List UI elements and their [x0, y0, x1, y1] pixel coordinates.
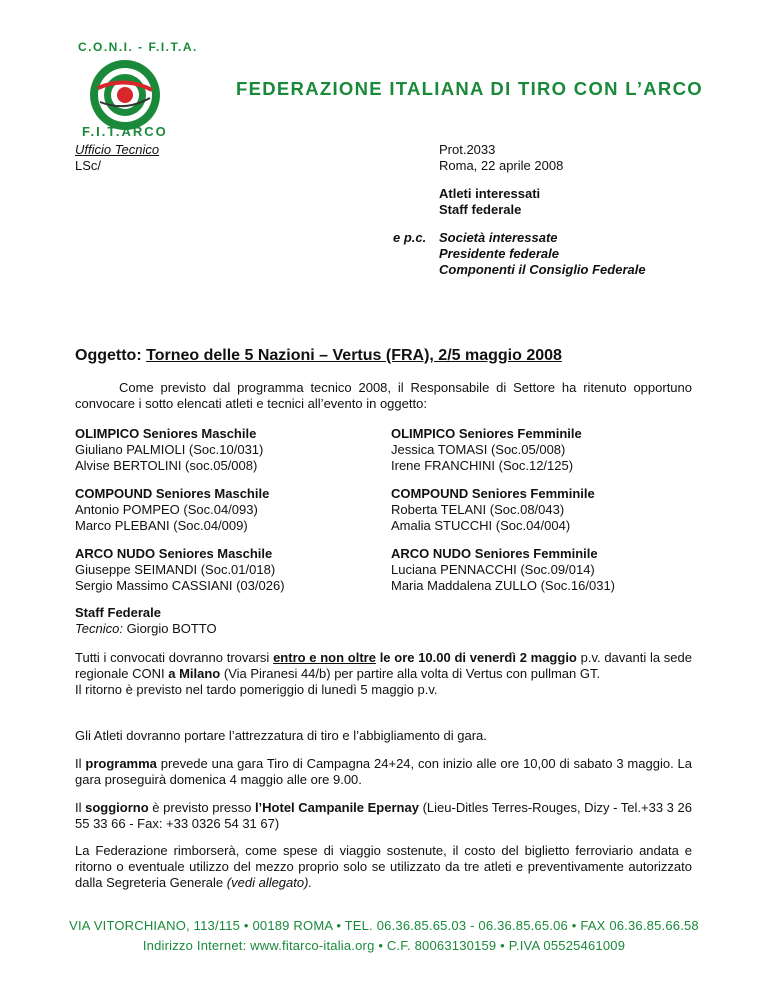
emphasis-program: programma	[85, 756, 157, 771]
subject-line	[75, 347, 562, 365]
category-olimpico-f	[391, 426, 582, 474]
return-note: Il ritorno è previsto nel tardo pomeriggio di lunedì 5 maggio p.v.	[75, 682, 438, 697]
federation-name: FEDERAZIONE ITALIANA DI TIRO CON L’ARCO	[236, 78, 703, 99]
text-run: prevede una gara Tiro di Campagna 24+24, con inizio alle ore 10,00 di sabato 3 maggio. La gara proseguirà domenica 4 maggio alle ore 9.00.	[75, 756, 692, 787]
staff-name: Giorgio BOTTO	[126, 621, 217, 636]
footer-address: VIA VITORCHIANO, 113/115 • 00189 ROMA • TEL. 06.36.85.65.03 - 06.36.85.65.06 • FAX 06.36.85.66.58	[69, 918, 699, 933]
athlete: Jessica TOMASI (Soc.05/008)	[391, 442, 566, 457]
text-run: Tutti i convocati dovranno trovarsi	[75, 650, 270, 665]
text-run: p.v. davanti la sede regionale CONI	[75, 650, 692, 681]
org-acronym-top: C.O.N.I. - F.I.T.A.	[78, 40, 198, 54]
athlete: Giuliano PALMIOLI (Soc.10/031)	[75, 442, 264, 457]
category-olimpico-m	[75, 426, 263, 474]
athlete: Antonio POMPEO (Soc.04/093)	[75, 502, 258, 517]
category-title: ARCO NUDO Seniores Femminile	[391, 546, 598, 561]
subject-text: Torneo delle 5 Nazioni – Vertus (FRA), 2/5 maggio 2008	[146, 347, 562, 364]
category-title: COMPOUND Seniores Femminile	[391, 486, 595, 501]
attachment-note: (vedi allegato).	[226, 875, 313, 890]
text-run: (Via Piranesi 44/b) per partire alla volta di Vertus con pullman GT.	[223, 666, 601, 681]
athlete: Giuseppe SEIMANDI (Soc.01/018)	[75, 562, 276, 577]
staff-block	[75, 605, 217, 637]
athlete: Alvise BERTOLINI (soc.05/008)	[75, 458, 258, 473]
athlete: Maria Maddalena ZULLO (Soc.16/031)	[391, 578, 616, 593]
text-run: Il	[75, 756, 82, 771]
cc-recipients	[439, 230, 646, 278]
text-run: La Federazione rimborserà, come spese di viaggio sostenute, il costo del biglietto ferroviario andata e ritorno o eventuale utilizzo del mezzo proprio solo se utilizzato da tre atleti e preventivamente autorizzato dalla Segreteria Generale	[75, 843, 692, 890]
emphasis-hotel: l’Hotel Campanile Epernay	[254, 800, 419, 815]
cc-line: Componenti il Consiglio Federale	[439, 262, 646, 277]
text-run: (Lieu-Ditles Terres-Rouges, Dizy - Tel.+33 3 26 55 33 66 - Fax: +33 0326 54 31 67)	[75, 800, 692, 831]
reimbursement-paragraph	[75, 843, 692, 891]
subject-label: Oggetto:	[75, 347, 142, 364]
convocation-paragraph	[75, 650, 692, 698]
category-title: COMPOUND Seniores Maschile	[75, 486, 270, 501]
category-arconudo-m	[75, 546, 285, 594]
staff-role: Tecnico:	[75, 621, 123, 636]
emphasis-stay: soggiorno	[85, 800, 149, 815]
athlete: Luciana PENNACCHI (Soc.09/014)	[391, 562, 595, 577]
cc-line: Società interessate	[439, 230, 558, 245]
athlete: Irene FRANCHINI (Soc.12/125)	[391, 458, 574, 473]
letter-date: Roma, 22 aprile 2008	[439, 158, 564, 173]
category-compound-f	[391, 486, 595, 534]
emphasis-deadline: entro e non oltre	[273, 650, 376, 665]
athlete: Roberta TELANI (Soc.08/043)	[391, 502, 565, 517]
program-paragraph	[75, 756, 692, 788]
fitarco-logo	[88, 58, 162, 132]
category-title: ARCO NUDO Seniores Maschile	[75, 546, 273, 561]
cc-prefix: e p.c.	[393, 230, 427, 245]
staff-member	[75, 621, 217, 637]
recipients	[439, 186, 540, 218]
category-title: OLIMPICO Seniores Maschile	[75, 426, 257, 441]
stay-paragraph	[75, 800, 692, 832]
equipment-paragraph: Gli Atleti dovranno portare l’attrezzatura di tiro e l’abbigliamento di gara.	[75, 728, 487, 743]
athlete: Amalia STUCCHI (Soc.04/004)	[391, 518, 571, 533]
reference-code: LSc/	[75, 158, 102, 173]
cc-line: Presidente federale	[439, 246, 559, 261]
text-run: Il	[75, 800, 82, 815]
emphasis-time: le ore 10.00 di venerdì 2 maggio	[379, 650, 577, 665]
category-arconudo-f	[391, 546, 615, 594]
recipient-line: Atleti interessati	[439, 186, 541, 201]
protocol-number: Prot.2033	[439, 142, 496, 157]
category-title: OLIMPICO Seniores Femminile	[391, 426, 582, 441]
intro-paragraph: Come previsto dal programma tecnico 2008, il Responsabile di Settore ha ritenuto opportuno convocare i sotto elencati atleti e tecnici all’evento in oggetto:	[75, 380, 692, 411]
category-compound-m	[75, 486, 269, 534]
staff-title: Staff Federale	[75, 605, 161, 620]
org-acronym-bottom: F.I.T.ARCO	[82, 124, 168, 139]
recipient-line: Staff federale	[439, 202, 522, 217]
athlete: Sergio Massimo CASSIANI (03/026)	[75, 578, 285, 593]
text-run: è previsto presso	[152, 800, 252, 815]
athlete: Marco PLEBANI (Soc.04/009)	[75, 518, 248, 533]
footer-ids: Indirizzo Internet: www.fitarco-italia.org • C.F. 80063130159 • P.IVA 05525461009	[142, 938, 626, 953]
emphasis-city: a Milano	[168, 666, 221, 681]
protocol-block	[439, 142, 563, 174]
office-name: Ufficio Tecnico	[75, 142, 160, 157]
